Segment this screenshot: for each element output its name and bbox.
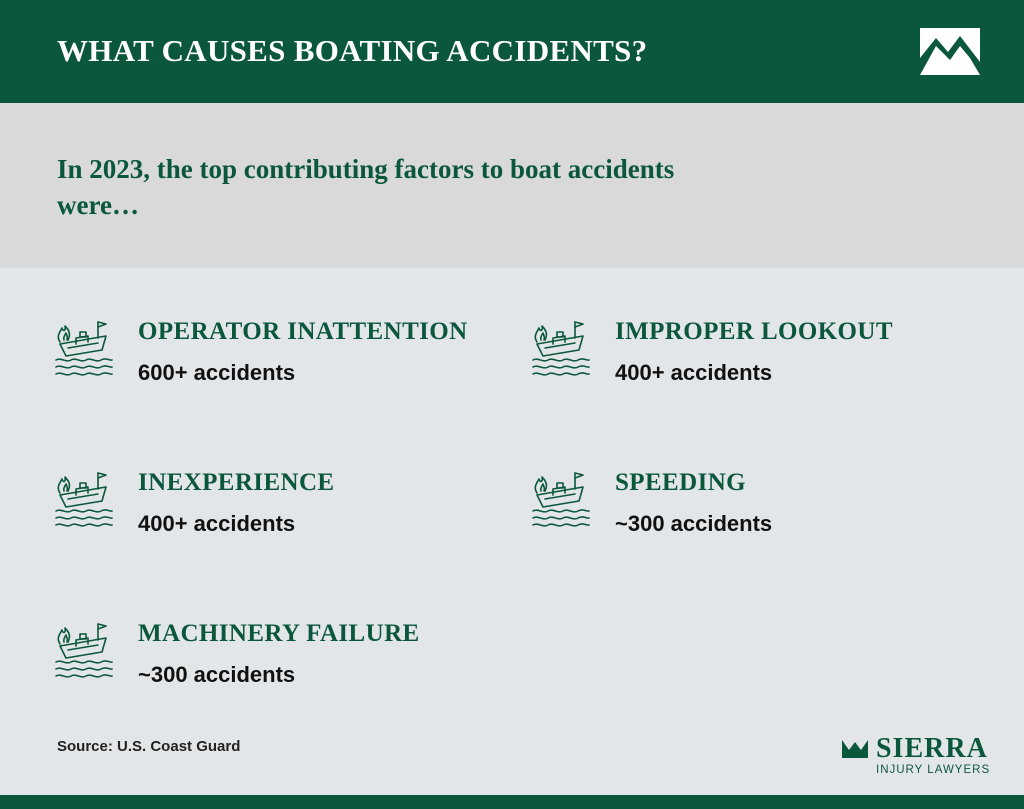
factor-inexperience <box>54 469 494 549</box>
factor-count: ~300 accidents <box>615 511 773 536</box>
sinking-boat-icon <box>54 620 114 682</box>
factor-machinery-failure <box>54 620 494 700</box>
mountain-logo-icon <box>920 28 980 75</box>
intro-panel <box>0 103 1024 268</box>
factor-name: IMPROPER LOOKOUT <box>615 318 893 345</box>
page-title: WHAT CAUSES BOATING ACCIDENTS? <box>57 33 648 68</box>
factor-name: OPERATOR INATTENTION <box>138 318 468 345</box>
sinking-boat-icon <box>531 469 591 531</box>
brand-subtitle: INJURY LAWYERS <box>876 764 991 776</box>
intro-text: In 2023, the top contributing factors to boat accidents were… <box>57 154 675 220</box>
factor-name: SPEEDING <box>615 469 747 496</box>
header-banner <box>0 0 1024 103</box>
factor-count: ~300 accidents <box>138 662 296 687</box>
factor-count: 400+ accidents <box>138 511 296 536</box>
brand-logo <box>842 735 1002 780</box>
factor-name: INEXPERIENCE <box>138 469 335 496</box>
footer-bar <box>0 795 1024 809</box>
brand-name: SIERRA <box>876 733 988 764</box>
factor-count: 600+ accidents <box>138 360 296 385</box>
factor-count: 400+ accidents <box>615 360 773 385</box>
factor-improper-lookout <box>531 318 971 398</box>
mountain-logo-icon <box>842 738 868 758</box>
sinking-boat-icon <box>531 318 591 380</box>
sinking-boat-icon <box>54 318 114 380</box>
source-note: Source: U.S. Coast Guard <box>57 738 241 755</box>
sinking-boat-icon <box>54 469 114 531</box>
factor-operator-inattention <box>54 318 494 398</box>
factor-speeding <box>531 469 971 549</box>
factor-name: MACHINERY FAILURE <box>138 620 420 647</box>
